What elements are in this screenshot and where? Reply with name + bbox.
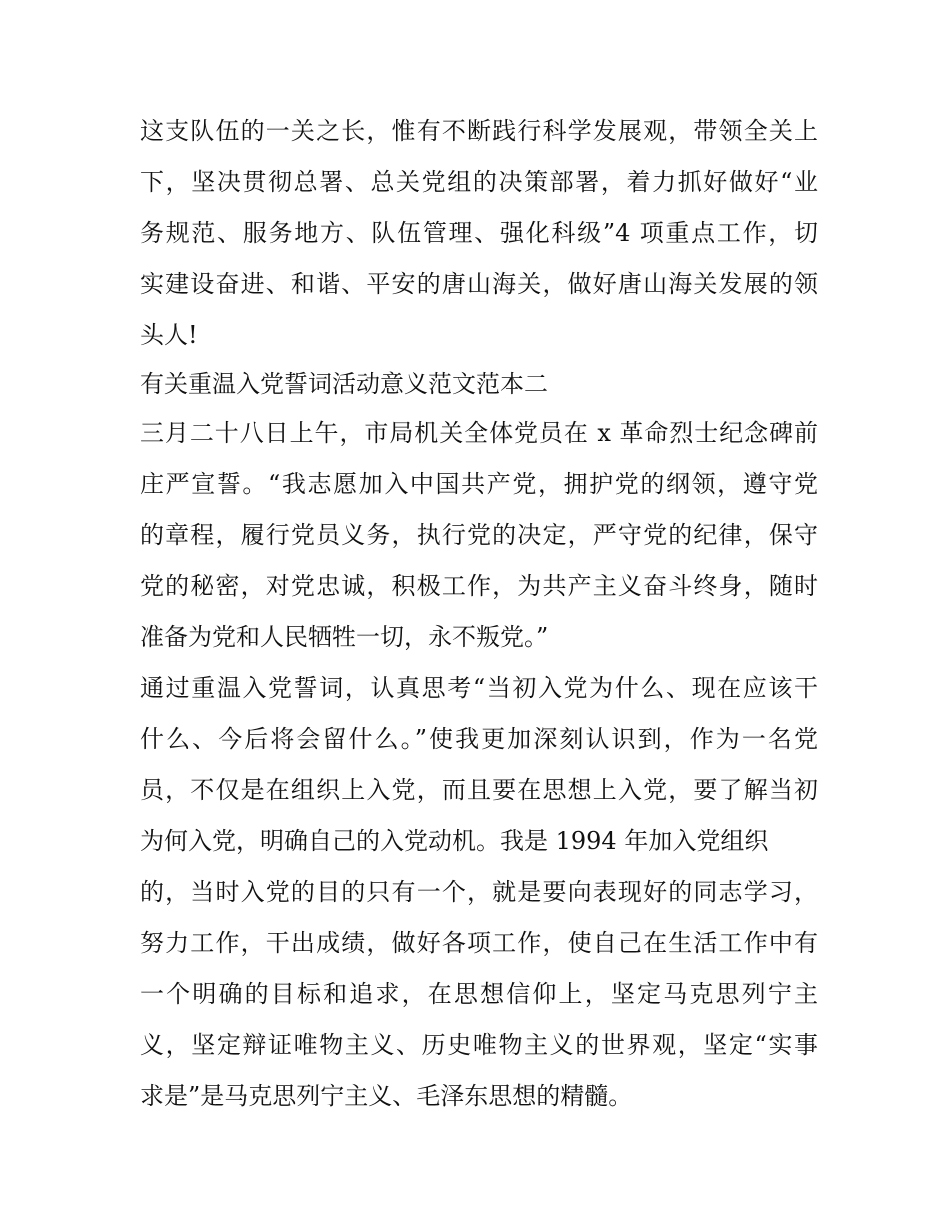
text-line: 求是”是马克思列宁主义、毛泽东思想的精髓。 (140, 1082, 633, 1110)
text-line: 的章程，履行党员义务，执行党的决定，严守党的纪律，保守 (140, 521, 818, 549)
document-body (140, 106, 818, 1122)
text-line: 努力工作，干出成绩，做好各项工作，使自己在生活工作中有 (140, 929, 818, 957)
text-line: 务规范、服务地方、队伍管理、强化科级”4 项重点工作，切 (140, 219, 818, 247)
text-line: 的，当时入党的目的只有一个，就是要向表现好的同志学习， (140, 878, 818, 906)
section-heading (140, 361, 818, 408)
text-line: 员，不仅是在组织上入党，而且要在思想上入党，要了解当初 (140, 776, 818, 804)
text-line: 这支队伍的一关之长，惟有不断践行科学发展观，带领全关上 (140, 117, 818, 145)
paragraph-leader (140, 106, 818, 361)
text-line: 三月二十八日上午，市局机关全体党员在 x 革命烈士纪念碑前 (140, 419, 818, 447)
text-line: 庄严宣誓。“我志愿加入中国共产党，拥护党的纲领，遵守党 (140, 470, 818, 498)
paragraph-oath (140, 408, 818, 663)
text-line: 实建设奋进、和谐、平安的唐山海关，做好唐山海关发展的领 (140, 270, 818, 298)
text-line: 义，坚定辩证唯物主义、历史唯物主义的世界观，坚定“实事 (140, 1031, 818, 1059)
text-line: 一个明确的目标和追求，在思想信仰上，坚定马克思列宁主 (140, 980, 818, 1008)
text-line: 头人! (140, 321, 198, 349)
text-line: 党的秘密，对党忠诚，积极工作，为共产主义奋斗终身，随时 (140, 572, 818, 600)
text-line: 什么、今后将会留什么。”使我更加深刻认识到，作为一名党 (140, 725, 818, 753)
heading-text: 有关重温入党誓词活动意义范文范本二 (140, 370, 548, 398)
text-line: 通过重温入党誓词，认真思考“当初入党为什么、现在应该干 (140, 674, 818, 702)
text-line: 下，坚决贯彻总署、总关党组的决策部署，着力抓好做好“业 (140, 168, 818, 196)
text-line: 为何入党，明确自己的入党动机。我是 1994 年加入党组织 (140, 827, 769, 855)
paragraph-reflection (140, 663, 818, 1122)
text-line: 准备为党和人民牺牲一切，永不叛党。” (140, 623, 549, 651)
